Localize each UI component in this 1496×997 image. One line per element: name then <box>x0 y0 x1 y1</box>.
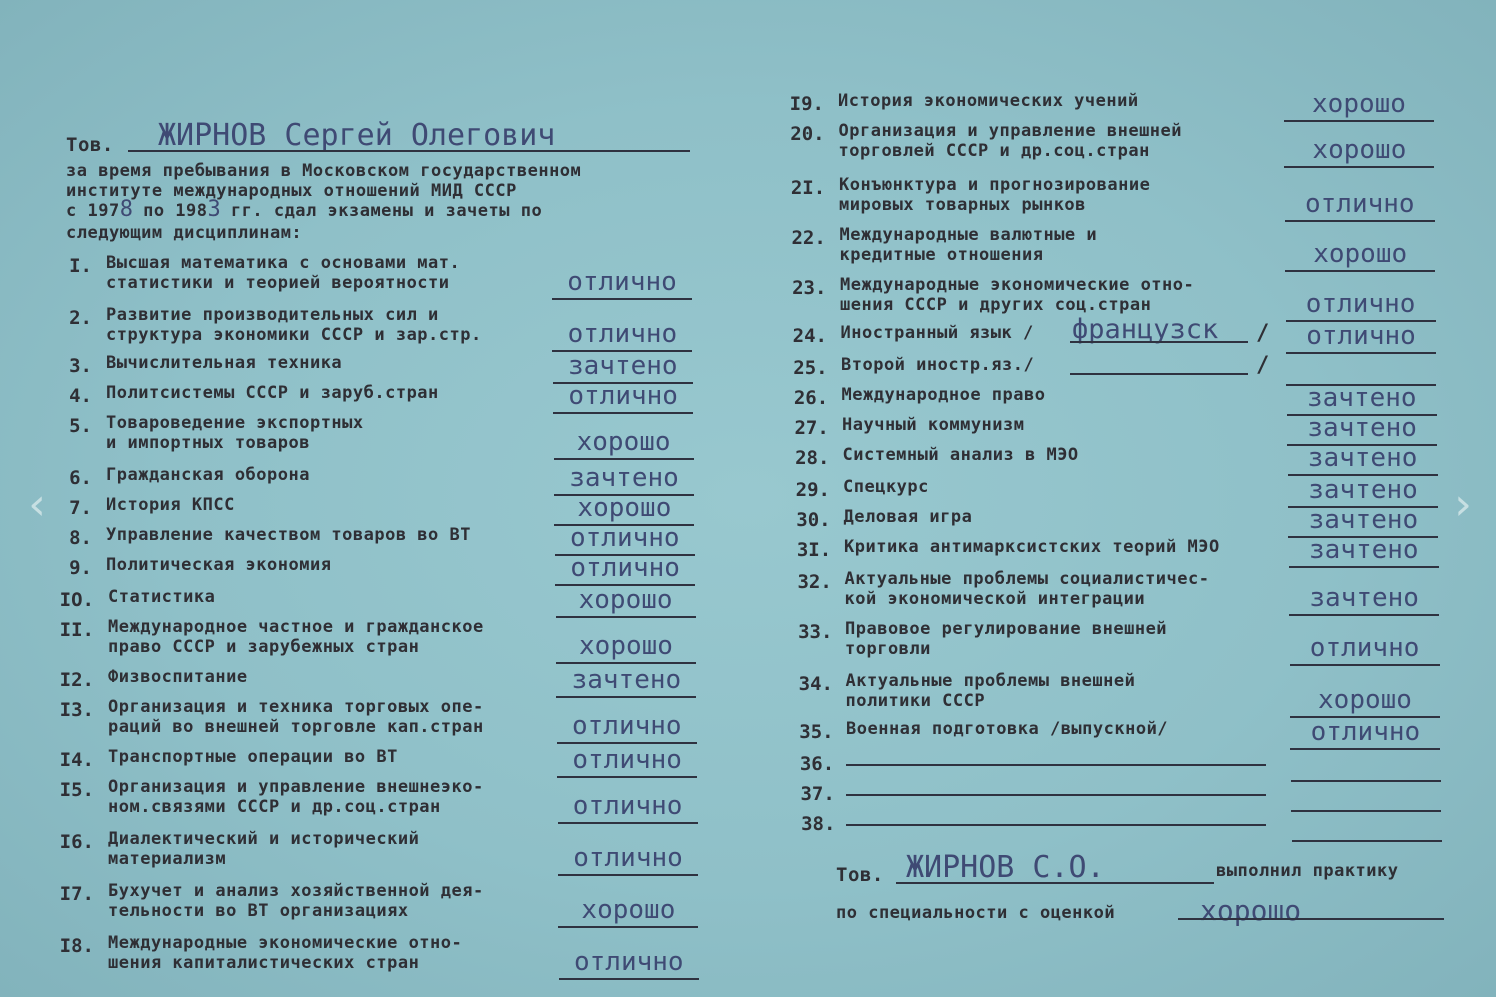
subject-name: Развитие производительных сил и <box>106 305 439 325</box>
subject-name: Международные экономические отно- <box>108 933 463 953</box>
practice-text-2: по специальности с оценкой <box>836 903 1116 923</box>
subject-name: Спецкурс <box>843 477 929 497</box>
subject-name: Товароведение экспортных <box>106 413 364 433</box>
subject-number: I5. <box>59 779 94 801</box>
period-to-digit: 3 <box>207 197 222 222</box>
subject-name: Диалектический и исторический <box>108 829 420 849</box>
intro-line-1: за время пребывания в Московском государственном <box>66 161 582 181</box>
grade-value <box>1292 810 1442 842</box>
subject-name: Критика антимарксистских теорий МЭО <box>844 537 1220 557</box>
period-to-prefix: по 198 <box>143 201 208 221</box>
subject-name: Гражданская оборона <box>106 465 310 485</box>
grade-value: зачтено <box>1288 444 1438 476</box>
subject-name: Политсистемы СССР и заруб.стран <box>106 383 439 403</box>
subject-number: 35. <box>799 721 834 743</box>
subject-name: Международное частное и гражданское <box>108 617 484 637</box>
grade-value: отлично <box>552 320 692 352</box>
subject-number: 3. <box>69 355 92 377</box>
intro-line-4: следующим дисциплинам: <box>66 223 303 243</box>
next-arrow-icon[interactable]: › <box>1454 479 1472 530</box>
subject-name: История экономических учений <box>838 91 1139 111</box>
blank-subject-line <box>846 794 1266 796</box>
subject-number: 3I. <box>796 539 832 561</box>
practice-name: ЖИРНОВ С.О. <box>906 850 1105 885</box>
intro-line-2: институте международных отношений МИД СССР <box>66 181 517 201</box>
subject-name: шения капиталистических стран <box>108 953 420 973</box>
language-slash: / <box>1256 353 1270 378</box>
language-underline <box>1070 373 1248 375</box>
grade-value: хорошо <box>1284 90 1434 122</box>
subject-number: 4. <box>69 385 92 407</box>
subject-name: Международные экономические отно- <box>840 275 1195 295</box>
grade-value: отлично <box>552 268 692 300</box>
grade-value <box>1291 750 1441 782</box>
subject-name: Вычислительная техника <box>106 353 343 373</box>
subject-name: статистики и теорией вероятности <box>106 273 450 293</box>
grade-value: отлично <box>555 554 695 586</box>
subject-name: Физвоспитание <box>108 667 248 687</box>
subject-name: кой экономической интеграции <box>844 589 1146 609</box>
grade-value: зачтено <box>553 352 693 384</box>
subject-number: 26. <box>793 387 829 409</box>
blank-subject-line <box>846 764 1266 766</box>
subject-number: I2. <box>59 669 94 691</box>
intro-line-3-rest: гг. сдал экзамены и зачеты по <box>230 201 543 221</box>
grade-value <box>1286 354 1436 386</box>
subject-number: 30. <box>796 509 831 531</box>
practice-name-underline <box>896 882 1214 884</box>
grade-value: зачтено <box>1289 536 1439 568</box>
subject-number: 22. <box>791 227 826 249</box>
tov-label: Тов. <box>66 134 114 156</box>
practice-grade: хорошо <box>1200 894 1302 927</box>
subject-number: 24. <box>792 325 827 347</box>
intro-line-3 <box>66 197 543 222</box>
grade-value: отлично <box>557 746 697 778</box>
subject-number: 28. <box>795 447 830 469</box>
subject-name: мировых товарных рынков <box>839 195 1086 215</box>
subject-number: 37. <box>800 783 835 805</box>
foreign-language-value: французск <box>1072 314 1219 345</box>
subject-name: Второй иностр.яз./ <box>841 355 1035 375</box>
subject-name: и импортных товаров <box>106 433 310 453</box>
subject-name: Конъюнктура и прогнозирование <box>839 175 1151 195</box>
language-slash: / <box>1256 321 1270 346</box>
subject-name: Военная подготовка /выпускной/ <box>846 719 1169 739</box>
subject-name: Высшая математика с основами мат. <box>106 253 461 273</box>
grade-value: отлично <box>558 792 698 824</box>
subject-name: торговли <box>845 639 931 659</box>
grade-value <box>1291 780 1441 812</box>
subject-number: 36. <box>799 753 835 775</box>
subject-name: раций во внешней торговле кап.стран <box>108 717 484 737</box>
subject-name: Политическая экономия <box>106 555 332 575</box>
subject-name: Транспортные операции во ВТ <box>108 747 398 767</box>
grade-value: хорошо <box>1290 686 1440 718</box>
subject-name: Актуальные проблемы внешней <box>845 671 1136 691</box>
subject-number: 5. <box>69 415 92 437</box>
subject-number: IO. <box>59 589 94 611</box>
subject-name: Деловая игра <box>843 507 973 527</box>
subject-number: 2. <box>69 307 92 329</box>
grade-value: зачтено <box>1288 506 1438 538</box>
subject-name: Системный анализ в МЭО <box>842 445 1079 465</box>
grade-value: отлично <box>558 844 698 876</box>
grade-value: хорошо <box>554 494 694 526</box>
grade-value: хорошо <box>554 428 694 460</box>
subject-number: I3. <box>59 699 94 721</box>
grade-value: отлично <box>559 948 699 980</box>
subject-name: Организация и техника торговых опе- <box>108 697 484 717</box>
subject-name: право СССР и зарубежных стран <box>108 637 420 657</box>
subject-number: I4. <box>59 749 94 771</box>
grade-value: зачтено <box>556 666 696 698</box>
subject-number: I8. <box>59 935 94 957</box>
prev-arrow-icon[interactable]: ‹ <box>28 479 46 530</box>
grade-value: зачтено <box>1289 584 1439 616</box>
grade-value: отлично <box>1286 322 1436 354</box>
grade-value: зачтено <box>1288 476 1438 508</box>
subject-name: Бухучет и анализ хозяйственной дея- <box>108 881 484 901</box>
name-underline <box>128 150 690 152</box>
grade-value: хорошо <box>1285 240 1435 272</box>
grade-value: хорошо <box>558 896 698 928</box>
grade-value: зачтено <box>1287 384 1437 416</box>
grade-value: отлично <box>553 382 693 414</box>
practice-grade-underline <box>1178 918 1444 920</box>
grade-value: отлично <box>1285 190 1435 222</box>
subject-number: 38. <box>801 813 836 835</box>
grade-value: отлично <box>1290 718 1440 750</box>
subject-name: Международное право <box>841 385 1046 405</box>
subject-number: II. <box>59 619 94 641</box>
subject-number: 34. <box>798 673 833 695</box>
grade-value: отлично <box>557 712 697 744</box>
subject-number: I6. <box>59 831 94 853</box>
subject-number: 33. <box>798 621 833 643</box>
subject-number: 7. <box>69 497 92 519</box>
subject-name: шения СССР и других соц.стран <box>840 295 1152 315</box>
subject-name: Международные валютные и <box>839 225 1098 245</box>
blank-subject-line <box>846 824 1266 826</box>
subject-number: I. <box>69 255 92 277</box>
grade-value: хорошо <box>556 632 696 664</box>
grade-value: зачтено <box>1287 414 1437 446</box>
period-from-prefix: с 197 <box>66 201 120 221</box>
subject-number: I9. <box>789 93 824 115</box>
practice-tov-label: Тов. <box>836 864 884 886</box>
subject-name: Актуальные проблемы социалистичес- <box>844 569 1210 589</box>
grade-value: хорошо <box>1284 136 1434 168</box>
subject-number: 2I. <box>790 177 826 199</box>
subject-number: 9. <box>69 557 92 579</box>
subject-name: политики СССР <box>845 691 986 711</box>
subject-name: структура экономики СССР и зар.стр. <box>106 325 482 345</box>
subject-name: Управление качеством товаров во ВТ <box>106 525 471 545</box>
subject-name: Организация и управление внешнеэко- <box>108 777 484 797</box>
subject-number: I7. <box>59 883 94 905</box>
subject-name: тельности во ВТ организациях <box>108 901 409 921</box>
subject-name: Научный коммунизм <box>842 415 1025 435</box>
subject-name: материализм <box>108 849 227 869</box>
subject-name: ном.связями СССР и др.соц.стран <box>108 797 441 817</box>
subject-number: 29. <box>795 479 830 501</box>
subject-number: 8. <box>69 527 92 549</box>
subject-name: кредитные отношения <box>839 245 1044 265</box>
subject-name: Иностранный язык / <box>840 323 1034 343</box>
grade-value: зачтено <box>554 464 694 496</box>
grade-value: отлично <box>555 524 695 556</box>
subject-number: 32. <box>797 571 832 593</box>
subject-number: 25. <box>793 357 828 379</box>
language-underline <box>1070 341 1248 343</box>
practice-text-1: выполнил практику <box>1216 861 1399 881</box>
subject-number: 6. <box>69 467 92 489</box>
subject-number: 27. <box>794 417 829 439</box>
student-name: ЖИРНОВ Сергей Олегович <box>158 118 556 153</box>
subject-name: торговлей СССР и др.соц.стран <box>838 141 1150 161</box>
subject-name: Организация и управление внешней <box>838 121 1183 141</box>
subject-name: История КПСС <box>106 495 235 515</box>
grade-value: отлично <box>1290 634 1440 666</box>
subject-number: 20. <box>790 123 825 145</box>
subject-name: Статистика <box>108 587 216 607</box>
subject-name: Правовое регулирование внешней <box>845 619 1168 639</box>
grade-value: отлично <box>1286 290 1436 322</box>
subject-number: 23. <box>792 277 827 299</box>
period-from-digit: 8 <box>119 197 134 222</box>
grade-value: хорошо <box>556 586 696 618</box>
